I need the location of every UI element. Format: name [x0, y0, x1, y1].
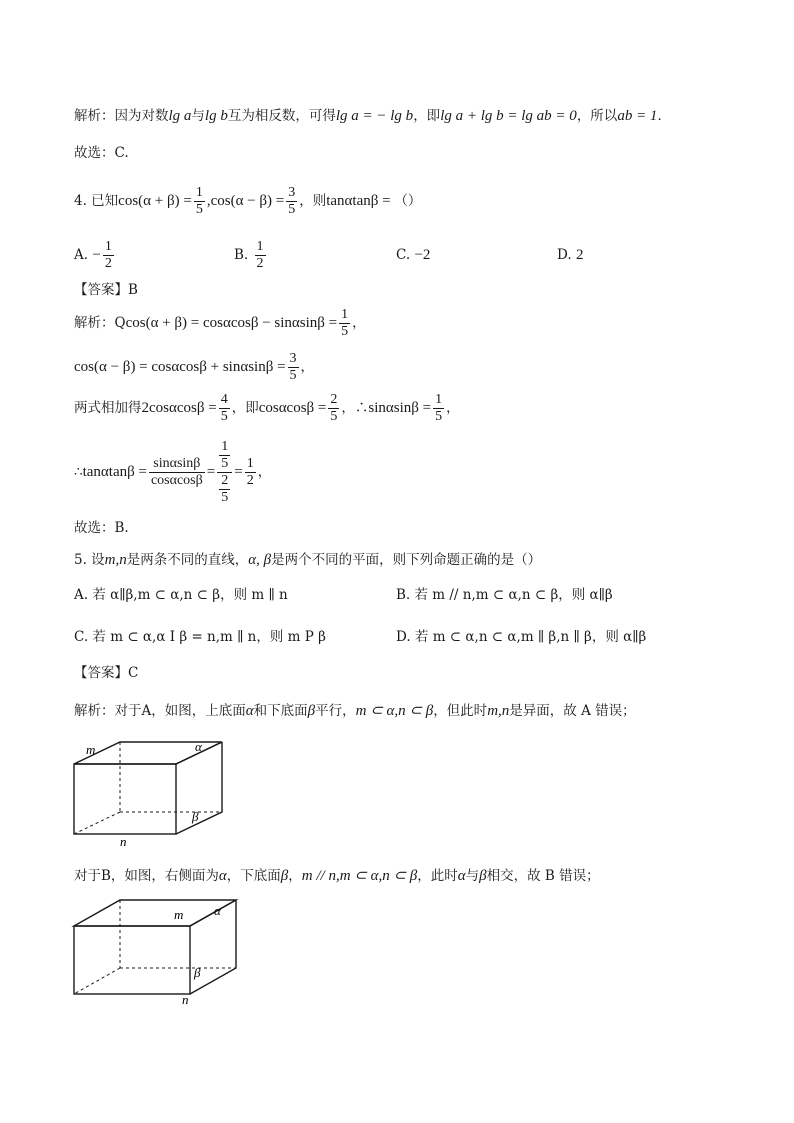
math: m // n,m ⊂ α,n ⊂ β	[301, 868, 418, 884]
q4-sol-line-4	[74, 432, 271, 512]
math: α	[245, 703, 254, 719]
fig2-label-n: n	[182, 992, 189, 1006]
text: ，	[300, 359, 315, 375]
denominator: 5	[220, 409, 228, 424]
math: α, β	[248, 552, 272, 568]
text: ，但此时	[433, 703, 488, 719]
q4-option-a	[74, 238, 116, 272]
fraction	[286, 185, 297, 218]
fraction	[255, 239, 266, 272]
denominator: 5	[330, 409, 338, 424]
fig2-label-beta: β	[194, 965, 201, 980]
text: ，此时	[417, 868, 458, 884]
math-neg: lg a = − lg b	[335, 108, 414, 124]
denominator: 5	[289, 368, 297, 383]
math: 2cosαcosβ =	[141, 400, 217, 416]
q4-stem	[74, 184, 421, 218]
q4-answer: 【答案】B	[74, 282, 138, 298]
denominator: cosαcosβ	[150, 473, 203, 488]
text: ，	[446, 400, 460, 416]
text: 是两条不同的直线，	[126, 552, 249, 568]
math: β	[280, 868, 289, 884]
math: =	[234, 464, 243, 480]
denominator: 5	[221, 456, 229, 471]
sign: −	[92, 247, 101, 263]
text: 解析：Q	[74, 315, 126, 331]
fraction	[194, 185, 205, 218]
q4-sol-line-3	[74, 391, 460, 425]
math: cosαcosβ =	[258, 400, 327, 416]
blank: （）	[394, 193, 422, 209]
numerator: 3	[288, 185, 296, 200]
numerator: 1	[341, 307, 349, 322]
math-cos-sum: cos(α + β) =	[118, 193, 192, 209]
numerator: 2	[330, 392, 338, 407]
numerator: 3	[289, 351, 297, 366]
figure-cuboid-1	[60, 734, 260, 850]
fraction	[219, 392, 230, 425]
q3-choice: 故选：C.	[74, 145, 129, 161]
text: 与	[191, 108, 205, 124]
text: ，即	[231, 400, 259, 416]
text: ，所以	[576, 108, 618, 124]
q5-answer: 【答案】C	[74, 665, 139, 681]
option-label: B.	[234, 247, 249, 263]
fraction	[433, 392, 444, 425]
fraction	[149, 456, 205, 489]
denominator: 5	[221, 490, 229, 505]
text: ，	[352, 315, 366, 331]
math: m,n	[104, 552, 127, 568]
numerator: sinαsinβ	[149, 456, 205, 473]
text: ，下底面	[226, 868, 281, 884]
math: =	[206, 464, 216, 480]
numerator: 1	[256, 239, 264, 254]
math: α	[457, 868, 466, 884]
compound-fraction	[217, 439, 232, 506]
fig2-label-alpha: α	[214, 903, 221, 918]
math: cos(α − β) = cosαcosβ + sinαsinβ =	[74, 359, 286, 375]
q4-sol-line-1	[74, 306, 366, 340]
q4-option-c	[396, 245, 430, 265]
text: ∴	[74, 464, 83, 480]
fraction	[328, 392, 339, 425]
stem-text: ，则	[299, 193, 327, 209]
math: β	[479, 868, 487, 884]
text: 因为对数	[114, 108, 169, 124]
option-value: 2	[575, 247, 584, 263]
numerator: 1	[435, 392, 443, 407]
math-lga: lg a	[168, 108, 192, 124]
denominator: 5	[341, 324, 349, 339]
text: 解析：对于A，如图，上底面	[74, 703, 246, 719]
fraction	[103, 239, 114, 272]
numerator: 4	[220, 392, 228, 407]
q5-analysis-b	[74, 866, 600, 886]
denominator	[217, 473, 232, 506]
numerator: 1	[195, 185, 203, 200]
text: 平行，	[315, 703, 356, 719]
text: ，	[257, 464, 272, 480]
text: ，	[288, 868, 302, 884]
fraction	[219, 473, 230, 506]
math: cos(α + β) = cosαcosβ − sinαsinβ =	[125, 315, 338, 331]
text: 是异面，故 A 错误；	[509, 703, 636, 719]
option-label: D.	[557, 247, 572, 263]
analysis-label: 解析：	[74, 108, 115, 124]
figure-cuboid-2	[60, 894, 260, 1006]
math-lgb: lg b	[204, 108, 228, 124]
option-label: A.	[74, 247, 89, 263]
text: ，即	[413, 108, 441, 124]
option-label: C.	[396, 247, 411, 263]
math-tanprod: tanαtanβ =	[326, 193, 395, 209]
q5-option-b: B. 若 m // n,m ⊂ α,n ⊂ β，则 α∥β	[396, 587, 613, 603]
text: ．	[657, 108, 671, 124]
text: 是两个不同的平面，则下列命题正确的是（）	[271, 552, 542, 568]
q5-stem	[74, 550, 541, 570]
fig1-label-alpha: α	[195, 739, 202, 754]
option-value: −2	[414, 247, 431, 263]
math: α	[218, 868, 227, 884]
fraction	[219, 439, 230, 472]
fraction	[339, 307, 350, 340]
text: 对于B，如图，右侧面为	[74, 868, 219, 884]
numerator: 1	[104, 239, 112, 254]
fig1-label-beta: β	[192, 809, 199, 824]
fig1-label-m: m	[86, 742, 96, 757]
denominator: 5	[195, 202, 203, 217]
text: 相交，故 B 错误；	[486, 868, 600, 884]
numerator: 1	[246, 456, 254, 471]
text: 5. 设	[74, 552, 105, 568]
numerator: 1	[221, 439, 229, 454]
q4-option-b	[234, 238, 268, 272]
math-ab: ab = 1	[617, 108, 658, 124]
q5-option-d: D. 若 m ⊂ α,n ⊂ α,m ∥ β,n ∥ β，则 α∥β	[396, 629, 647, 645]
math: tanαtanβ =	[82, 464, 147, 480]
q3-analysis-line	[74, 106, 671, 126]
denominator: 2	[246, 473, 254, 488]
stem-text: 4. 已知	[74, 193, 119, 209]
fig1-label-n: n	[120, 834, 127, 849]
math-sum: lg a + lg b = lg ab = 0	[440, 108, 577, 124]
text: 两式相加得	[74, 400, 142, 416]
denominator: 2	[256, 256, 264, 271]
numerator: 2	[221, 473, 229, 488]
q5-option-c: C. 若 m ⊂ α,α I β = n,m ∥ n，则 m P β	[74, 629, 326, 645]
q4-sol-line-2	[74, 350, 314, 384]
text: 和下底面	[253, 703, 308, 719]
q4-choice: 故选：B.	[74, 520, 129, 536]
math: sinαsinβ =	[368, 400, 432, 416]
fig2-label-m: m	[174, 907, 184, 922]
math: m,n	[487, 703, 510, 719]
math: m ⊂ α,n ⊂ β	[355, 703, 434, 719]
denominator: 5	[288, 202, 296, 217]
math: β	[307, 703, 316, 719]
denominator: 2	[104, 256, 112, 271]
fraction	[245, 456, 256, 489]
math-cos-diff: ,cos(α − β) =	[206, 193, 285, 209]
q5-option-a: A. 若 α∥β,m ⊂ α,n ⊂ β，则 m ∥ n	[74, 587, 288, 603]
text: 与	[465, 868, 480, 884]
numerator	[217, 439, 232, 473]
denominator: 5	[435, 409, 443, 424]
q4-option-d	[557, 245, 583, 265]
fraction	[288, 351, 299, 384]
text: 互为相反数，可得	[227, 108, 336, 124]
q5-analysis-a	[74, 701, 636, 721]
text: ，∴	[341, 400, 369, 416]
